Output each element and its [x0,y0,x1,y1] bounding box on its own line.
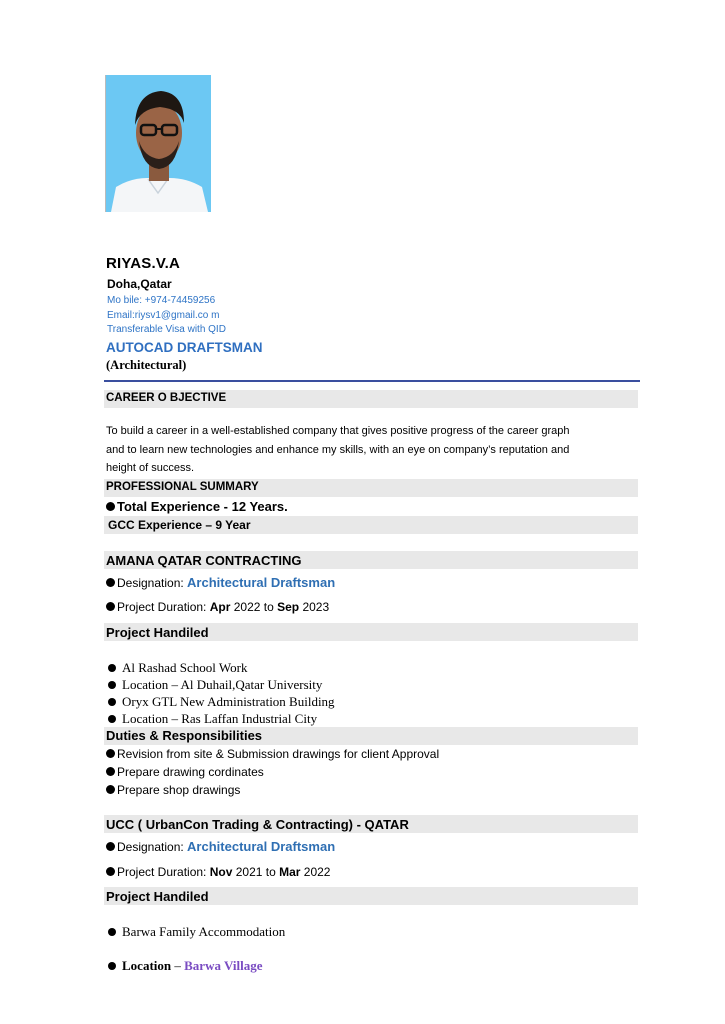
bullet-icon [106,785,115,794]
duration-to-year: 2023 [299,600,330,614]
project-item [108,694,335,710]
candidate-location: Doha,Qatar [107,277,172,291]
mobile-number: Mo bile: +974-74459256 [107,295,216,306]
duty-text: Revision from site & Submission drawings for client Approval [117,747,440,761]
duration-label: Project Duration: [117,600,210,614]
bullet-icon [106,578,115,587]
bullet-icon [106,767,115,776]
duty-item [106,747,439,761]
company-2-name: UCC ( UrbanCon Trading & Contracting) - QATAR [106,817,409,832]
project-item [108,924,285,940]
job-1-duration [106,600,329,614]
total-experience-text: Total Experience - 12 Years. [117,499,288,514]
project-item [108,660,247,676]
job-2-designation [106,839,335,854]
project-item [108,677,322,693]
career-objective-line: height of success. [106,462,195,474]
career-objective-text [106,422,636,478]
bullet-icon [106,502,115,511]
bullet-icon [108,962,116,970]
professional-summary-heading: PROFESSIONAL SUMMARY [106,481,259,493]
duty-text: Prepare shop drawings [117,783,241,797]
bullet-icon [106,842,115,851]
duration-label: Project Duration: [117,865,210,879]
duty-item [106,765,264,779]
designation-value: Architectural Draftsman [187,575,336,590]
duration-to-month: Sep [277,600,300,614]
bullet-icon [106,602,115,611]
job-1-designation [106,575,335,590]
bullet-icon [108,681,116,689]
total-experience [106,499,288,514]
duration-from-month: Apr [209,600,231,614]
project-text: Location – Al Duhail,Qatar University [122,677,323,692]
location-dash: – [171,958,185,973]
career-objective-line: To build a career in a well-established company that gives positive progress of the career graph [106,425,570,437]
project-text: Oryx GTL New Administration Building [122,694,335,709]
email-address: Email:riysv1@gmail.co m [107,310,220,321]
project-item [108,711,317,727]
candidate-name: RIYAS.V.A [106,255,181,272]
project-text: Al Rashad School Work [122,660,248,675]
duty-item [106,783,240,797]
project-text: Location – Ras Laffan Industrial City [122,711,318,726]
duties-heading: Duties & Responsibilities [106,728,263,743]
designation-value: Architectural Draftsman [187,839,336,854]
project-text: Barwa Family Accommodation [122,924,286,939]
duration-to-year: 2022 [300,865,331,879]
duty-text: Prepare drawing cordinates [117,765,264,779]
projects-1-heading: Project Handiled [106,625,209,640]
duration-from-year: 2022 to [230,600,278,614]
bullet-icon [108,664,116,672]
designation-label: Designation: [117,840,188,854]
duration-to-month: Mar [279,865,301,879]
duration-from-year: 2021 to [232,865,280,879]
job-2-duration [106,865,330,879]
visa-status: Transferable Visa with QID [107,324,226,335]
company-1-name: AMANA QATAR CONTRACTING [106,553,302,568]
bullet-icon [106,749,115,758]
career-objective-heading: CAREER O BJECTIVE [106,392,227,404]
job-subtitle: (Architectural) [106,358,187,372]
job-title: AUTOCAD DRAFTSMAN [106,340,263,355]
career-objective-line: and to learn new technologies and enhance my skills, with an eye on company’s reputation and [106,443,570,456]
gcc-experience: GCC Experience – 9 Year [108,518,251,532]
bullet-icon [108,698,116,706]
project-location-item [108,958,262,974]
location-label: Location [122,958,172,973]
bullet-icon [108,715,116,723]
header-divider [104,380,640,382]
bullet-icon [106,867,115,876]
location-value: Barwa Village [184,958,263,973]
projects-2-heading: Project Handiled [106,889,209,904]
profile-photo [105,75,211,212]
designation-label: Designation: [117,576,188,590]
bullet-icon [108,928,116,936]
duration-from-month: Nov [209,865,233,879]
